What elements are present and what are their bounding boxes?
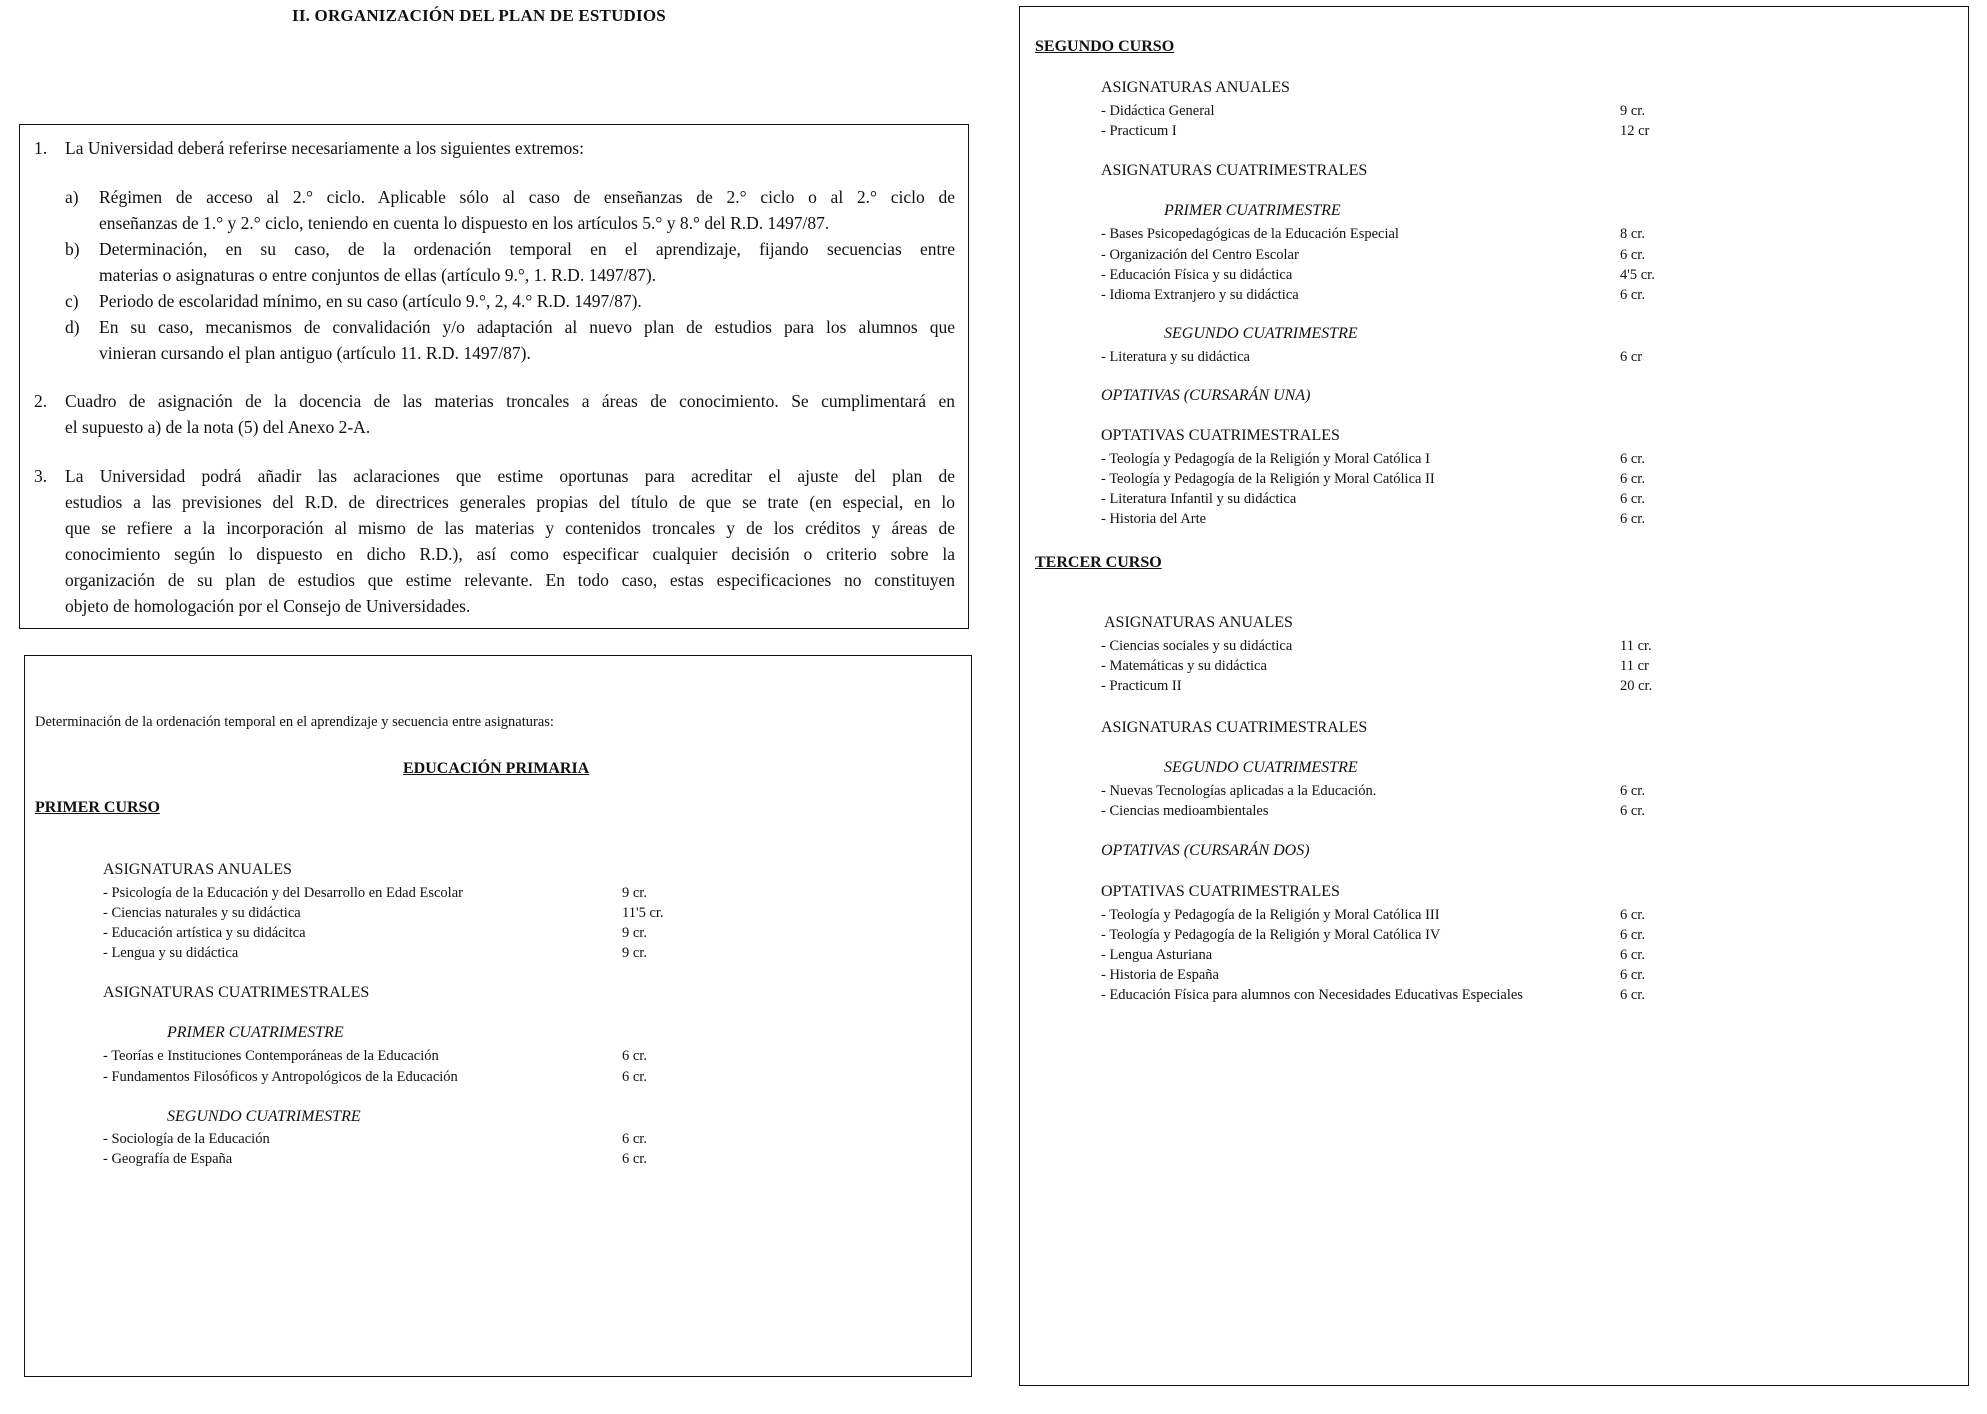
optativas-heading: OPTATIVAS (CURSARÁN DOS) bbox=[1101, 842, 1310, 859]
subject-name: - Matemáticas y su didáctica bbox=[1101, 658, 1267, 674]
subject-credits: 4'5 cr. bbox=[1620, 267, 1655, 283]
program-title: EDUCACIÓN PRIMARIA bbox=[403, 760, 590, 777]
subject-name: - Teología y Pedagogía de la Religión y Moral Católica I bbox=[1101, 451, 1430, 467]
subject-credits: 6 cr. bbox=[622, 1069, 647, 1085]
subject-name: - Teorías e Instituciones Contemporáneas de la Educación bbox=[103, 1048, 439, 1064]
subject-credits: 6 cr. bbox=[622, 1131, 647, 1147]
item-d-line2: vinieran cursando el plan antiguo (artículo 11. R.D. 1497/87). bbox=[99, 343, 531, 363]
primer-curso-box bbox=[24, 655, 972, 1377]
subject-credits: 6 cr. bbox=[1620, 927, 1645, 943]
ordenacion-intro: Determinación de la ordenación temporal en el aprendizaje y secuencia entre asignaturas: bbox=[35, 714, 554, 730]
anuales-heading: ASIGNATURAS ANUALES bbox=[1104, 614, 1293, 631]
item-d-line1: En su caso, mecanismos de convalidación y/o adaptación al nuevo plan de estudios para los alumnos que bbox=[99, 317, 955, 337]
item-3-number: 3. bbox=[34, 466, 48, 486]
item-b-line1: Determinación, en su caso, de la ordenación temporal en el aprendizaje, fijando secuencias entre bbox=[99, 239, 955, 259]
subject-credits: 11 cr. bbox=[1620, 638, 1652, 654]
cuatrimestrales-heading: ASIGNATURAS CUATRIMESTRALES bbox=[1101, 719, 1368, 736]
optativas-heading: OPTATIVAS (CURSARÁN UNA) bbox=[1101, 387, 1311, 404]
item-a-line2: enseñanzas de 1.° y 2.° ciclo, teniendo en cuenta lo dispuesto en los artículos 5.° y 8.° del R.D. 1497/87. bbox=[99, 213, 830, 233]
subject-name: - Geografía de España bbox=[103, 1151, 233, 1167]
subject-credits: 20 cr. bbox=[1620, 678, 1653, 694]
subject-name: - Ciencias medioambientales bbox=[1101, 803, 1269, 819]
primer-cuatrimestre-heading: PRIMER CUATRIMESTRE bbox=[1164, 202, 1341, 219]
subject-name: - Lengua Asturiana bbox=[1101, 947, 1213, 963]
subject-credits: 6 cr. bbox=[1620, 491, 1645, 507]
subject-name: - Fundamentos Filosóficos y Antropológicos de la Educación bbox=[103, 1069, 458, 1085]
segundo-tercer-curso-box bbox=[1019, 6, 1969, 1386]
item-a-line1: Régimen de acceso al 2.° ciclo. Aplicable sólo al caso de enseñanzas de 2.° ciclo o al 2.° ciclo de bbox=[99, 187, 955, 207]
optativas-cuatrimestrales-heading: OPTATIVAS CUATRIMESTRALES bbox=[1101, 427, 1340, 444]
subject-name: - Ciencias naturales y su didáctica bbox=[103, 905, 301, 921]
subject-name: - Literatura y su didáctica bbox=[1101, 349, 1250, 365]
subject-name: - Teología y Pedagogía de la Religión y Moral Católica IV bbox=[1101, 927, 1441, 943]
subject-credits: 6 cr. bbox=[1620, 907, 1645, 923]
subject-credits: 9 cr. bbox=[1620, 103, 1645, 119]
item-c-line1: Periodo de escolaridad mínimo, en su caso (artículo 9.°, 2, 4.° R.D. 1497/87). bbox=[99, 291, 642, 311]
page-title: II. ORGANIZACIÓN DEL PLAN DE ESTUDIOS bbox=[292, 6, 666, 25]
primer-cuatrimestre-heading: PRIMER CUATRIMESTRE bbox=[167, 1024, 344, 1041]
subject-credits: 9 cr. bbox=[622, 945, 647, 961]
item-d-label: d) bbox=[65, 317, 80, 337]
tercer-curso-heading: TERCER CURSO bbox=[1035, 554, 1162, 571]
subject-credits: 12 cr bbox=[1620, 123, 1650, 139]
item-2-number: 2. bbox=[34, 391, 48, 411]
subject-credits: 6 cr. bbox=[1620, 451, 1645, 467]
anuales-heading: ASIGNATURAS ANUALES bbox=[103, 861, 292, 878]
item-b-line2: materias o asignaturas o entre conjuntos de ellas (artículo 9.°, 1. R.D. 1497/87). bbox=[99, 265, 657, 285]
subject-name: - Teología y Pedagogía de la Religión y Moral Católica II bbox=[1101, 471, 1435, 487]
subject-credits: 11 cr bbox=[1620, 658, 1649, 674]
subject-credits: 11'5 cr. bbox=[622, 905, 664, 921]
subject-credits: 6 cr. bbox=[622, 1048, 647, 1064]
subject-name: - Literatura Infantil y su didáctica bbox=[1101, 491, 1297, 507]
subject-credits: 6 cr. bbox=[1620, 247, 1645, 263]
item-3-line: conocimiento según lo dispuesto en dicho R.D.), así como especificar cualquier decisión o criterio sobre la bbox=[65, 544, 955, 564]
segundo-cuatrimestre-heading: SEGUNDO CUATRIMESTRE bbox=[1164, 759, 1358, 776]
subject-credits: 6 cr. bbox=[1620, 987, 1645, 1003]
subject-name: - Historia de España bbox=[1101, 967, 1219, 983]
subject-credits: 6 cr. bbox=[1620, 287, 1645, 303]
cuatrimestrales-heading: ASIGNATURAS CUATRIMESTRALES bbox=[1101, 162, 1368, 179]
subject-name: - Teología y Pedagogía de la Religión y Moral Católica III bbox=[1101, 907, 1440, 923]
item-2-line1: Cuadro de asignación de la docencia de las materias troncales a áreas de conocimiento. Se cumplimentará en bbox=[65, 391, 955, 411]
segundo-cuatrimestre-heading: SEGUNDO CUATRIMESTRE bbox=[167, 1108, 361, 1125]
item-3-line: que se refiere a la incorporación al mismo de las materias y contenidos troncales y de los créditos y áreas de bbox=[65, 518, 955, 538]
subject-name: - Didáctica General bbox=[1101, 103, 1215, 119]
subject-name: - Organización del Centro Escolar bbox=[1101, 247, 1299, 263]
item-3-line: estudios a las previsiones del R.D. de directrices generales propias del título de que se trate (en especial, en lo bbox=[65, 492, 955, 512]
primer-curso-heading: PRIMER CURSO bbox=[35, 799, 160, 816]
item-3-line: organización de su plan de estudios que estime relevante. En todo caso, estas especificaciones no constituyen bbox=[65, 570, 955, 590]
item-1-number: 1. bbox=[34, 138, 48, 158]
subject-name: - Ciencias sociales y su didáctica bbox=[1101, 638, 1293, 654]
subject-credits: 8 cr. bbox=[1620, 226, 1645, 242]
subject-name: - Practicum I bbox=[1101, 123, 1177, 139]
subject-credits: 6 cr. bbox=[1620, 783, 1645, 799]
subject-name: - Lengua y su didáctica bbox=[103, 945, 239, 961]
subject-name: - Educación Física y su didáctica bbox=[1101, 267, 1293, 283]
subject-name: - Bases Psicopedagógicas de la Educación Especial bbox=[1101, 226, 1399, 242]
anuales-heading: ASIGNATURAS ANUALES bbox=[1101, 79, 1290, 96]
cuatrimestrales-heading: ASIGNATURAS CUATRIMESTRALES bbox=[103, 984, 370, 1001]
subject-name: - Practicum II bbox=[1101, 678, 1182, 694]
subject-credits: 6 cr. bbox=[622, 1151, 647, 1167]
subject-name: - Historia del Arte bbox=[1101, 511, 1207, 527]
item-1-text: La Universidad deberá referirse necesariamente a los siguientes extremos: bbox=[65, 138, 584, 158]
subject-credits: 6 cr. bbox=[1620, 967, 1645, 983]
item-3-line: La Universidad podrá añadir las aclaraciones que estime oportunas para acreditar el ajuste del plan de bbox=[65, 466, 955, 486]
subject-credits: 6 cr. bbox=[1620, 947, 1645, 963]
subject-credits: 9 cr. bbox=[622, 885, 647, 901]
subject-name: - Idioma Extranjero y su didáctica bbox=[1101, 287, 1299, 303]
subject-credits: 6 cr. bbox=[1620, 511, 1645, 527]
item-a-label: a) bbox=[65, 187, 79, 207]
subject-credits: 6 cr. bbox=[1620, 803, 1645, 819]
instructions-box bbox=[19, 124, 969, 629]
item-2-line2: el supuesto a) de la nota (5) del Anexo 2-A. bbox=[65, 417, 371, 437]
segundo-cuatrimestre-heading: SEGUNDO CUATRIMESTRE bbox=[1164, 325, 1358, 342]
subject-credits: 6 cr. bbox=[1620, 471, 1645, 487]
subject-name: - Educación Física para alumnos con Necesidades Educativas Especiales bbox=[1101, 987, 1523, 1003]
item-3-line: objeto de homologación por el Consejo de Universidades. bbox=[65, 596, 471, 616]
subject-credits: 6 cr bbox=[1620, 349, 1643, 365]
subject-name: - Sociología de la Educación bbox=[103, 1131, 270, 1147]
item-c-label: c) bbox=[65, 291, 79, 311]
segundo-curso-heading: SEGUNDO CURSO bbox=[1035, 38, 1175, 55]
optativas-cuatrimestrales-heading: OPTATIVAS CUATRIMESTRALES bbox=[1101, 883, 1340, 900]
subject-name: - Nuevas Tecnologías aplicadas a la Educación. bbox=[1101, 783, 1377, 799]
subject-credits: 9 cr. bbox=[622, 925, 647, 941]
subject-name: - Educación artística y su didácitca bbox=[103, 925, 306, 941]
subject-name: - Psicología de la Educación y del Desarrollo en Edad Escolar bbox=[103, 885, 463, 901]
item-b-label: b) bbox=[65, 239, 80, 259]
